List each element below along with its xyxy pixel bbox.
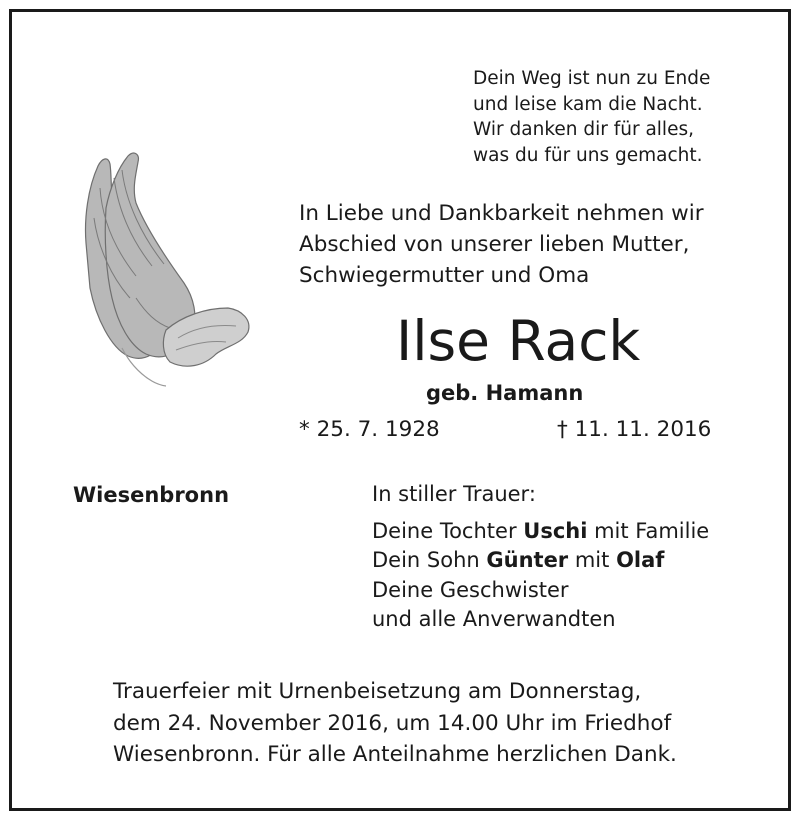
- farewell-line: Abschied von unserer lieben Mutter,: [299, 232, 690, 257]
- mourner-daughter: Deine Tochter Uschi mit Familie: [372, 518, 710, 543]
- partner-name: Olaf: [616, 548, 665, 572]
- son-name: Günter: [486, 548, 569, 572]
- birth-date: * 25. 7. 1928: [299, 417, 440, 442]
- farewell-line: Schwiegermutter und Oma: [299, 263, 590, 288]
- service-line: Trauerfeier mit Urnenbeisetzung am Donnerstag,: [113, 679, 642, 704]
- poem: [473, 66, 710, 168]
- death-date: † 11. 11. 2016: [557, 417, 712, 442]
- poem-line: Dein Weg ist nun zu Ende: [473, 68, 711, 89]
- mourner-relatives: und alle Anverwandten: [372, 607, 616, 631]
- poem-line: Wir danken dir für alles,: [473, 119, 694, 140]
- farewell-line: In Liebe und Dankbarkeit nehmen wir: [299, 201, 704, 226]
- deceased-name: Ilse Rack: [396, 309, 641, 373]
- mourner-siblings: Deine Geschwister: [372, 577, 569, 602]
- funeral-service-text: [113, 676, 677, 771]
- mourner-son: Dein Sohn Günter mit Olaf: [372, 548, 665, 572]
- place-name: Wiesenbronn: [73, 483, 230, 507]
- farewell-text: [299, 198, 704, 291]
- daughter-name: Uschi: [523, 518, 588, 543]
- poem-line: und leise kam die Nacht.: [473, 93, 703, 115]
- service-line: Wiesenbronn. Für alle Anteilnahme herzlichen Dank.: [113, 742, 677, 767]
- service-line: dem 24. November 2016, um 14.00 Uhr im Friedhof: [113, 710, 672, 736]
- mourners-block: [372, 480, 709, 635]
- praying-hands-icon: [66, 148, 254, 398]
- maiden-name: geb. Hamann: [426, 381, 584, 405]
- poem-line: was du für uns gemacht.: [473, 144, 703, 166]
- mourning-heading: In stiller Trauer:: [372, 482, 536, 506]
